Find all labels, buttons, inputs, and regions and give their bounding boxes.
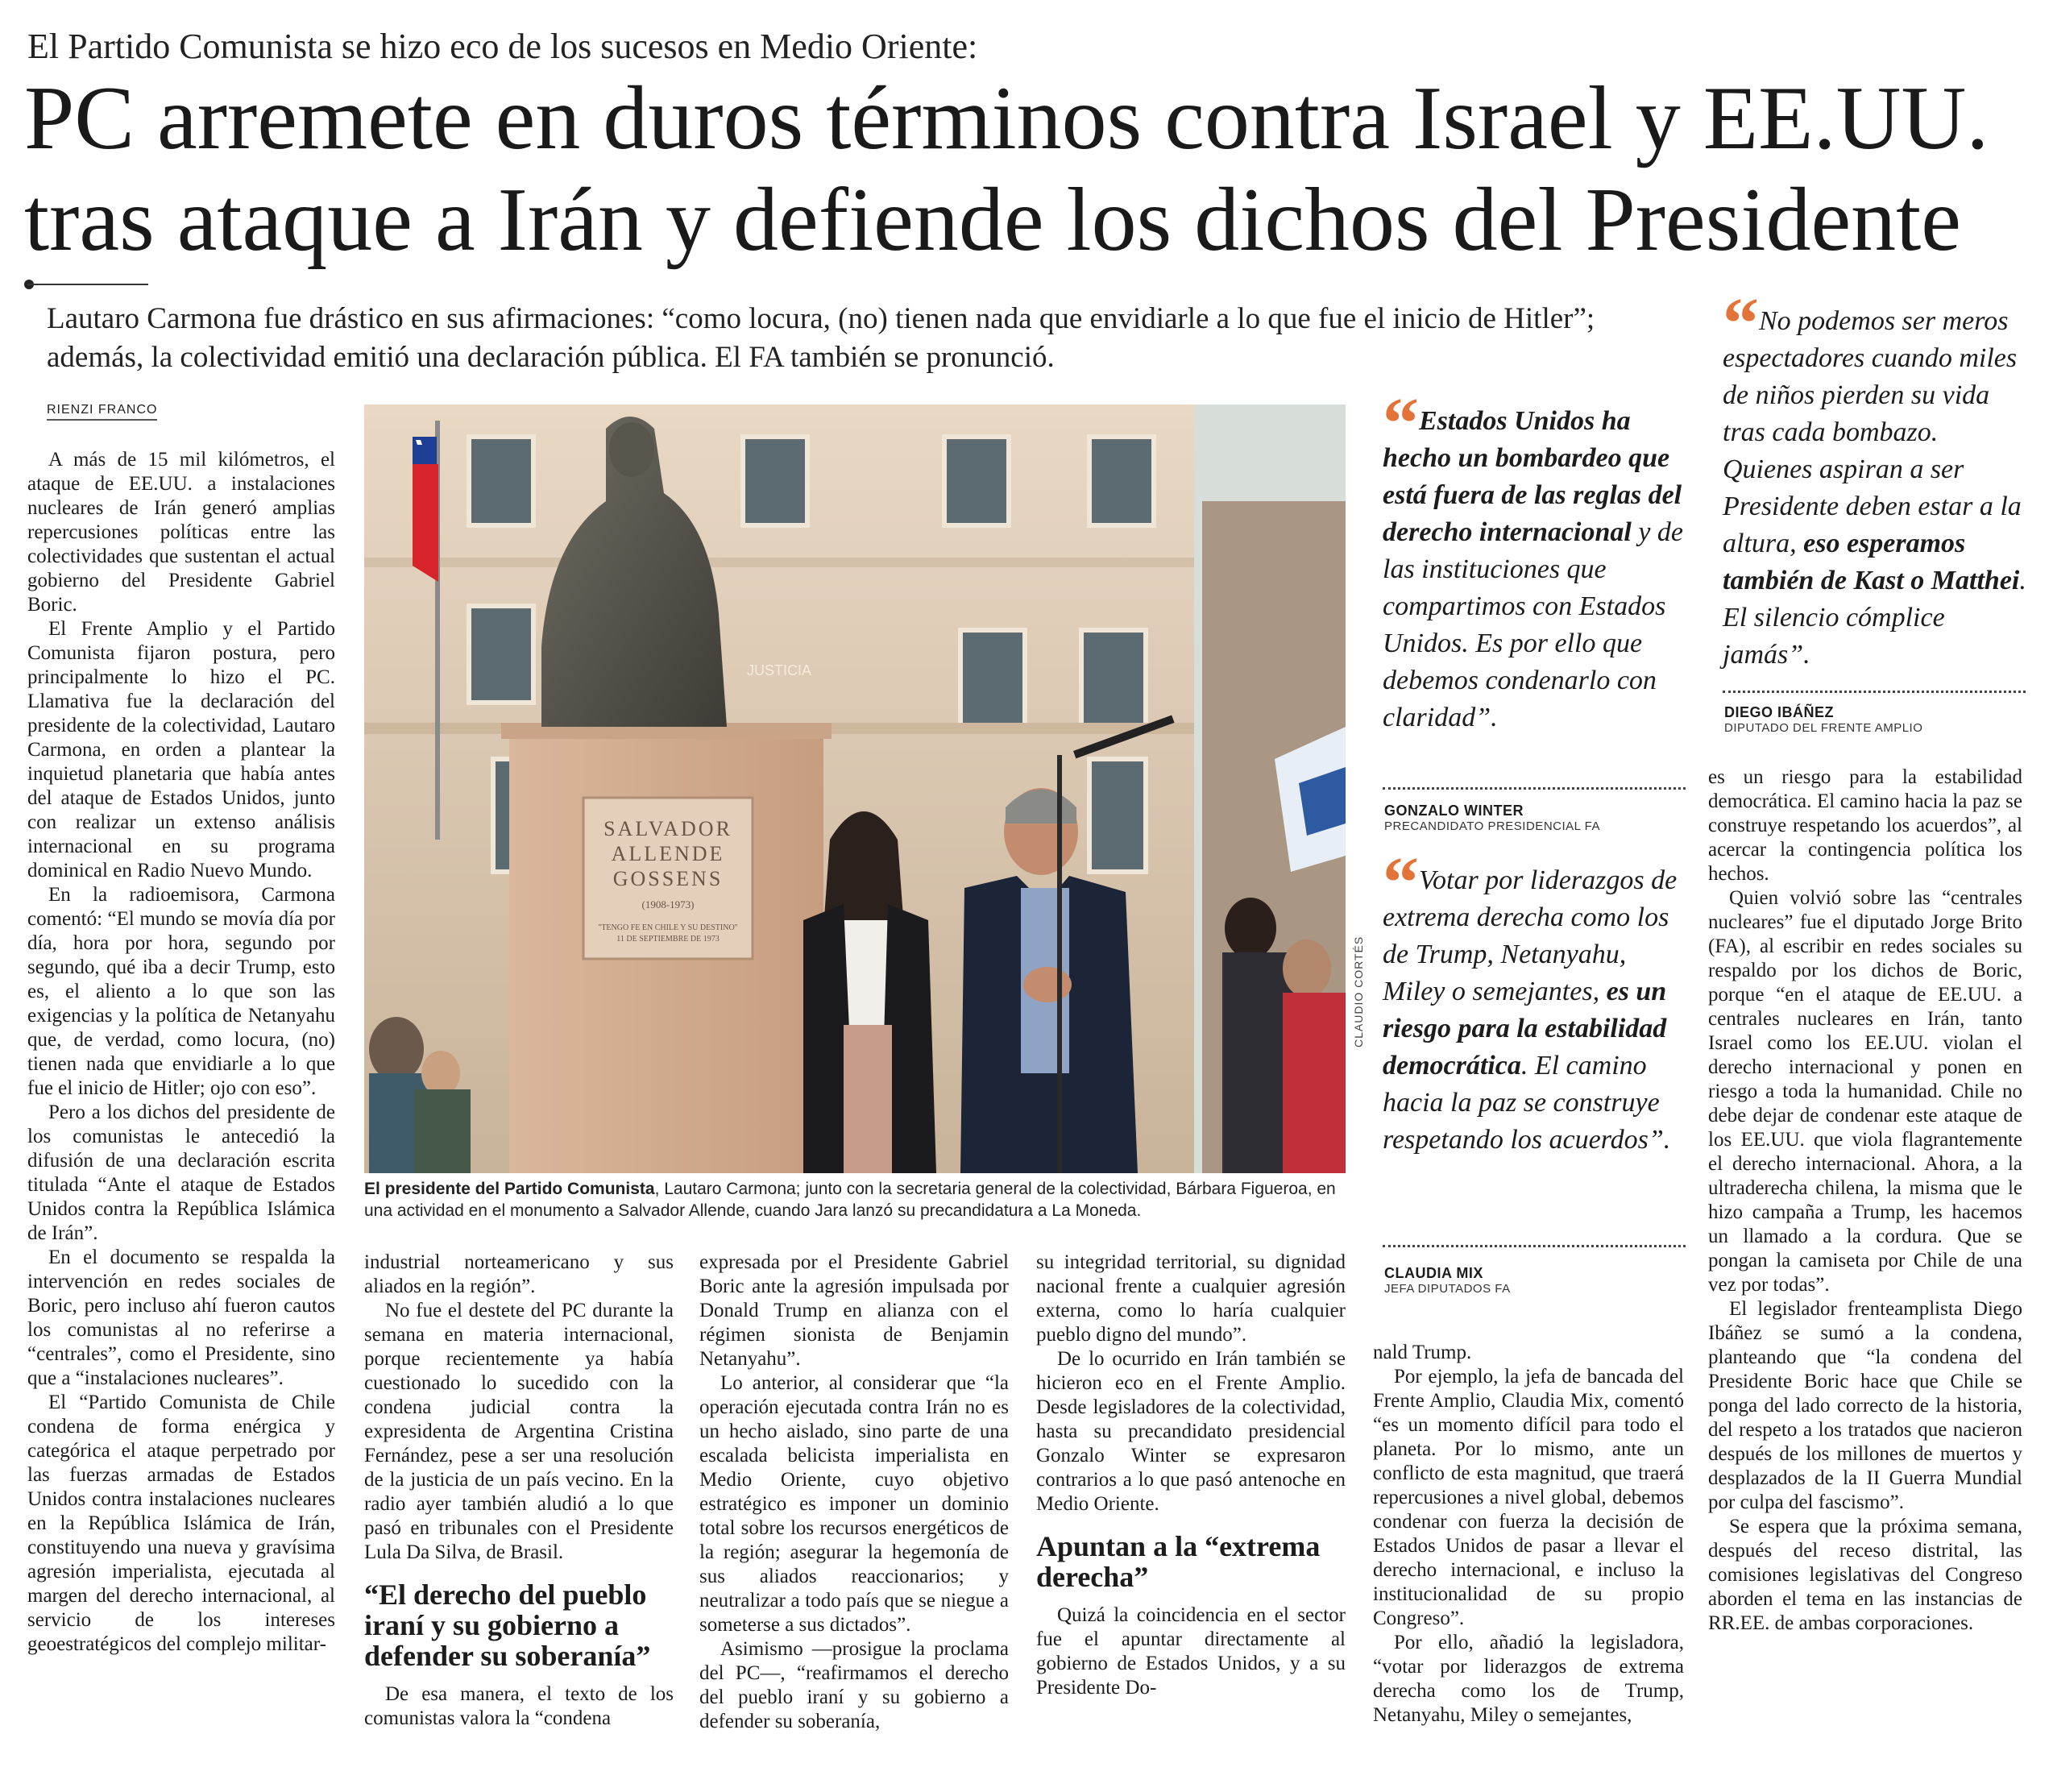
- headline-rule: [27, 284, 148, 285]
- quote-attribution: [1384, 1265, 1511, 1296]
- plaque-line-3: GOSSENS: [612, 867, 724, 890]
- quote-mark-icon: “: [1723, 284, 1754, 363]
- quote-author-role: JEFA DIPUTADOS FA: [1384, 1282, 1511, 1296]
- pull-quote-ibanez: [1723, 284, 2029, 674]
- caption-text: , Lautaro Carmona; junto con la secretaria general de la colectividad, Bárbara Figueroa, en una actividad en el monumento a Salvador Allende, cuando Jara lanzó su precandidatura a La Moneda.: [364, 1180, 1336, 1220]
- pull-quote-mix: [1383, 843, 1689, 1159]
- paragraph: Quizá la coincidencia en el sector fue el apuntar directamente al gobierno de Estados Unidos, y a su Presidente Do-: [1036, 1604, 1346, 1699]
- byline: RIENZI FRANCO: [47, 403, 157, 421]
- headline-line-2: tras ataque a Irán y defiende los dichos del Presidente: [24, 170, 1962, 270]
- news-photo: [364, 404, 1346, 1173]
- paragraph: nald Trump.: [1373, 1342, 1472, 1363]
- paragraph: En la radioemisora, Carmona comentó: “El mundo se movía día por día, hora por hora, segundo por segundo, qué iba a decir Trump, esto es, el aliento a lo que son las exigencias y la política de Netanyahu que, de verdad, como locura, (no) tienen nada que envidiarle a lo que fue el inicio de Hitler; ojo con eso”.: [27, 884, 335, 1099]
- quote-attribution: [1724, 704, 1922, 735]
- plaque-line-1: SALVADOR: [603, 817, 732, 840]
- quote-divider: [1383, 1245, 1686, 1247]
- quote-divider: [1723, 691, 2026, 693]
- quote-mark-icon: “: [1383, 384, 1414, 463]
- paragraph: Pero a los dichos del presidente de los comunistas le antecedió la difusión de una declaración escrita titulada “Ante el ataque de Estados Unidos contra la República Islámica de Irán”.: [27, 1101, 335, 1244]
- quote-author-role: PRECANDIDATO PRESIDENCIAL FA: [1384, 819, 1600, 833]
- quote-author-name: GONZALO WINTER: [1384, 803, 1524, 819]
- paragraph: En el documento se respalda la intervención en redes sociales de Boric, pero incluso ahí fueron cautos los comunistas al no referirse a “centrales”, como el Presidente, sino que a “instalaciones nucleares”.: [27, 1247, 335, 1389]
- paragraph: El “Partido Comunista de Chile condena de forma enérgica y categórica el ataque perpetrado por las fuerzas armadas de Estados Unidos contra instalaciones nucleares en la República Islámica de Irán, constituyendo una nueva y gravísima agresión imperialista, ejecutada al margen del derecho internacional, al servicio de los intereses geoestratégicos del complejo militar-: [27, 1392, 335, 1655]
- quote-text: y de las instituciones que compartimos con Estados Unidos. Es por ello que debemos condenarlo con claridad”.: [1383, 517, 1684, 732]
- body-column-4: [1036, 1251, 1346, 1700]
- quote-text: . El camino hacia la paz se construye respetando los acuerdos”.: [1383, 1051, 1671, 1155]
- photo-illustration: [364, 404, 1346, 1173]
- body-column-5: [1373, 1341, 1684, 1728]
- body-column-6: [1708, 765, 2022, 1636]
- paragraph: Asimismo —prosigue la proclama del PC—, “reafirmamos el derecho del pueblo iraní y su gobierno a defender su soberanía,: [699, 1638, 1009, 1732]
- paragraph: El Frente Amplio y el Partido Comunista fijaron postura, pero principalmente lo hizo el PC. Llamativa fue la declaración del presidente de la colectividad, Lautaro Carmona, en orden a plantear la inquietud planetaria que había antes del ataque de Estados Unidos, junto con realizar un extenso análisis internacional en su programa dominical en Radio Nuevo Mundo.: [27, 618, 335, 881]
- paragraph: El legislador frenteamplista Diego Ibáñez se sumó a la condena, planteando que “la condena del Presidente Boric hace que Chile se ponga del lado correcto de la historia, del respeto a los tratados que nacieron después de los millones de muertos y desplazados de la II Guerra Mundial por culpa del fascismo”.: [1708, 1298, 2022, 1513]
- paragraph: No fue el destete del PC durante la semana en materia internacional, porque recientemente ya había cuestionado lo sucedido con la condena judicial contra la expresidenta de Argentina Cristina Fernández, pese a ser una resolución de la justicia de un país vecino. En la radio ayer también aludió a lo que pasó en tribunales con el Presidente Lula Da Silva, de Brasil.: [364, 1300, 674, 1563]
- paragraph: expresada por el Presidente Gabriel Boric ante la agresión impulsada por Donald Trump en alianza con el régimen sionista de Benjamin Netanyahu”.: [699, 1251, 1009, 1370]
- paragraph: es un riesgo para la estabilidad democrática. El camino hacia la paz se construye respetando los acuerdos”, al acercar la contingencia política los hechos.: [1708, 766, 2022, 885]
- article-dek: Lautaro Carmona fue drástico en sus afirmaciones: “como locura, (no) tienen nada que envidiarle a lo que fue el inicio de Hitler”; además, la colectividad emitió una declaración pública. El FA también se pronunció.: [47, 302, 1595, 374]
- paragraph: Se espera que la próxima semana, después del receso distrital, las comisiones legislativas del Congreso aborden el tema en las instancias de RR.EE. de ambas corporaciones.: [1708, 1516, 2022, 1634]
- paragraph: Quien volvió sobre las “centrales nucleares” fue el diputado Jorge Brito (FA), al escribir en redes sociales su respaldo por los dichos de Boric, porque “en el ataque de EE.UU. a centrales nucleares en Irán, tanto Israel como los EE.UU. violan el derecho internacional y ponen en riesgo a toda la humanidad. Chile no debe dejar de condenar este ataque de los EE.UU. que viola flagrantemente el derecho internacional. Ahora, a la ultraderecha chilena, la misma que le hizo campaña a Trump, les hacemos un llamado a la cordura. Que se pongan la camiseta por Chile de una vez por todas”.: [1708, 887, 2022, 1296]
- plaque-quote: "TENGO FE EN CHILE Y SU DESTINO": [598, 923, 738, 932]
- quote-author-name: DIEGO IBÁÑEZ: [1724, 704, 1835, 720]
- quote-mark-icon: “: [1383, 843, 1414, 923]
- photo-credit: CLAUDIO CORTÉS: [1352, 935, 1365, 1047]
- subhead-extrema-derecha: Apuntan a la “extrema derecha”: [1036, 1530, 1321, 1593]
- quote-divider: [1383, 787, 1686, 790]
- body-column-1: [27, 448, 335, 1657]
- paragraph: Por ejemplo, la jefa de bancada del Frente Amplio, Claudia Mix, comentó “es un momento difícil para todo el planeta. Por lo mismo, ante un conflicto de esta magnitud, que traerá repercusiones a nivel global, debemos condenar con fuerza la decisión de Estados Unidos de pasar a llevar el derecho internacional, e incluso la institucionalidad de su propio Congreso”.: [1373, 1366, 1684, 1629]
- headline-line-1: PC arremete en duros términos contra Israel y EE.UU.: [24, 68, 1989, 168]
- body-column-2: [364, 1251, 674, 1731]
- paragraph: su integridad territorial, su dignidad nacional frente a cualquier agresión externa, como lo haría cualquier pueblo digno del mundo”.: [1036, 1251, 1346, 1346]
- quote-text: No podemos ser meros espectadores cuando miles de niños pierden su vida tras cada bombazo. Quienes aspiran a ser Presidente deben estar a la altura,: [1723, 306, 2022, 558]
- photo-caption: [364, 1178, 1346, 1222]
- paragraph: Por ello, añadió la legisladora, “votar por liderazgos de extrema derecha como los de Trump, Netanyahu, Miley o semejantes,: [1373, 1632, 1684, 1726]
- paragraph: De lo ocurrido en Irán también se hicieron eco en el Frente Amplio. Desde legisladores de la colectividad, hasta su precandidato presidencial Gonzalo Winter se expresaron contrarios a lo que pasó antenoche en Medio Oriente.: [1036, 1348, 1346, 1515]
- quote-text: Votar por liderazgos de extrema derecha como los de Trump, Netanyahu, Miley o semejantes,: [1383, 865, 1678, 1006]
- quote-bold: Estados Unidos ha hecho un bombardeo que está fuera de las reglas del derecho internacional: [1383, 406, 1682, 547]
- pull-quote-winter: [1383, 384, 1689, 736]
- quote-bold: es un riesgo para la estabilidad democrática: [1383, 977, 1667, 1081]
- body-column-3: [699, 1251, 1009, 1734]
- paragraph: De esa manera, el texto de los comunistas valora la “condena: [364, 1683, 674, 1729]
- quote-text: . El silencio cómplice jamás”.: [1723, 566, 2026, 670]
- quote-author-name: CLAUDIA MIX: [1384, 1265, 1483, 1281]
- building-sign: JUSTICIA: [747, 662, 812, 678]
- quote-attribution: [1384, 803, 1600, 833]
- subhead-derecho-pueblo-irani: “El derecho del pueblo iraní y su gobierno a defender su soberanía”: [364, 1578, 651, 1672]
- caption-lead: El presidente del Partido Comunista: [364, 1180, 655, 1198]
- quote-author-role: DIPUTADO DEL FRENTE AMPLIO: [1724, 721, 1923, 735]
- plaque-line-2: ALLENDE: [611, 842, 725, 865]
- quote-bold: eso esperamos también de Kast o Matthei: [1723, 529, 2020, 595]
- paragraph: Lo anterior, al considerar que “la operación ejecutada contra Irán no es un hecho aislado, sino parte de una escalada belicista imperialista en Medio Oriente, cuyo objetivo estratégico es imponer un dominio total sobre los recursos energéticos de la región; asegurar la hegemonía de sus aliados reaccionarios; y neutralizar a todo país que se niegue a someterse a sus dictados”.: [699, 1372, 1009, 1636]
- paragraph: A más de 15 mil kilómetros, el ataque de EE.UU. a instalaciones nucleares de Irán generó amplias repercusiones políticas entre las colectividades que sustentan el actual gobierno del Presidente Gabriel Boric.: [27, 449, 335, 616]
- article-kicker: El Partido Comunista se hizo eco de los sucesos en Medio Oriente:: [27, 27, 978, 66]
- plaque-date: 11 DE SEPTIEMBRE DE 1973: [616, 935, 720, 944]
- paragraph: industrial norteamericano y sus aliados en la región”.: [364, 1251, 674, 1297]
- article-headline: [24, 68, 2030, 271]
- plaque-dates: (1908-1973): [641, 898, 695, 911]
